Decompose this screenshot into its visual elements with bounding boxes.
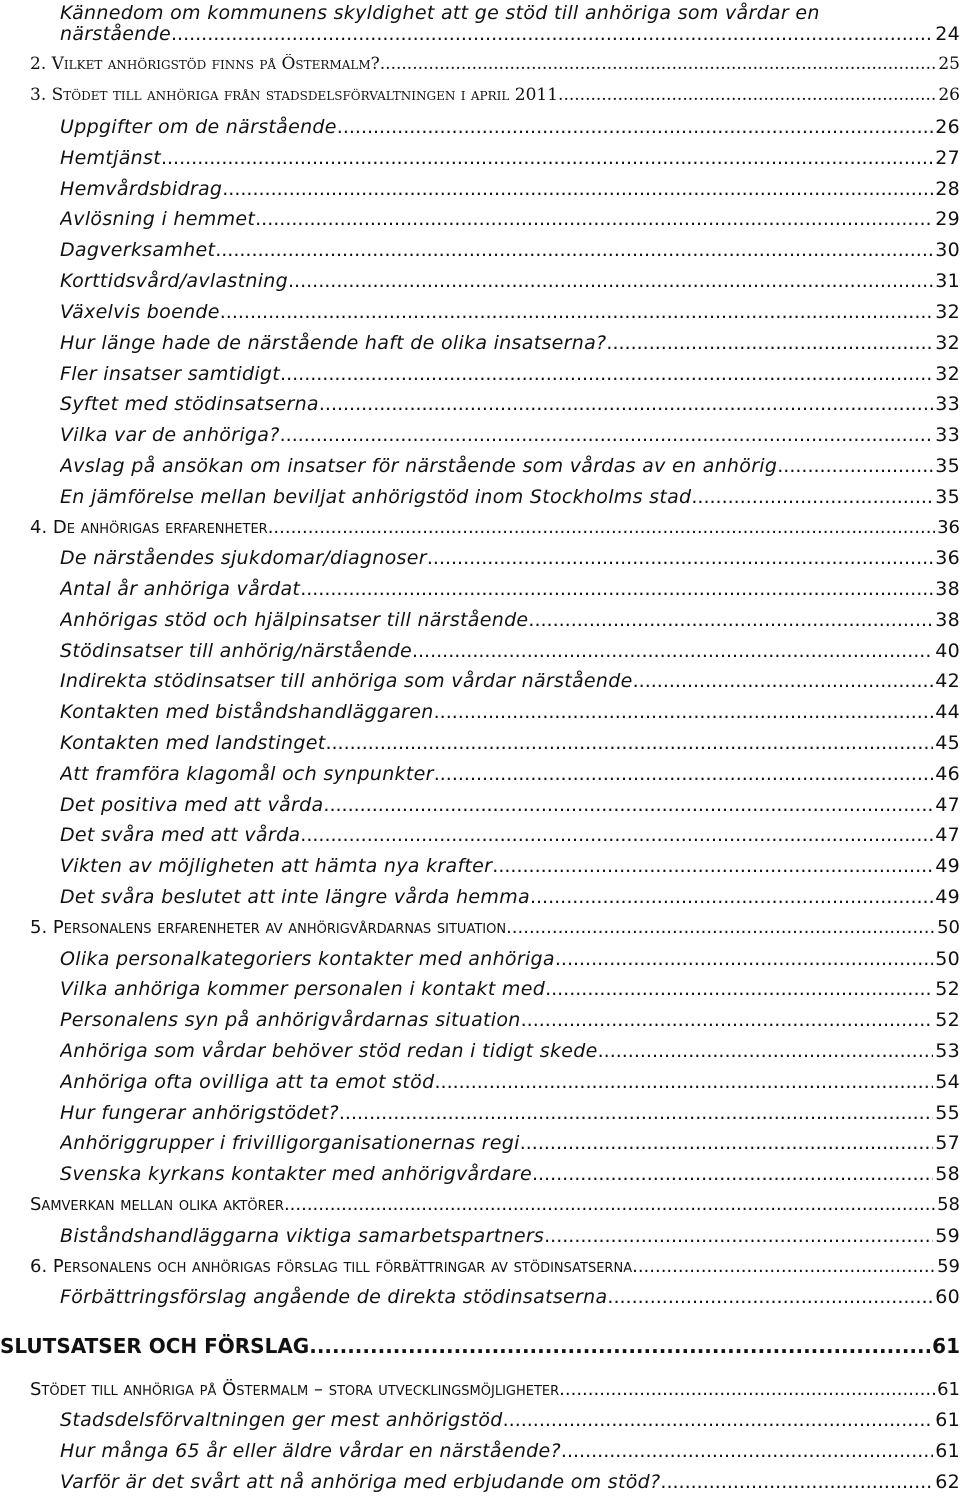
toc-leader-dots (319, 393, 933, 415)
toc-page-number: 58 (935, 1163, 960, 1185)
toc-page-number: 49 (935, 855, 960, 877)
toc-leader-dots (161, 147, 933, 169)
toc-leader-dots (632, 1256, 935, 1277)
toc-entry-line (30, 917, 960, 938)
toc-leader-dots (506, 917, 935, 938)
toc-entry-line (60, 978, 960, 1000)
toc-leader-dots (530, 886, 933, 908)
toc-page-number: 60 (935, 1286, 960, 1308)
toc-leader-dots (300, 824, 933, 846)
toc-page-number: 38 (935, 578, 960, 600)
toc-leader-dots (691, 486, 933, 508)
toc-page-number: 35 (935, 455, 960, 477)
toc-entry-line (60, 1163, 960, 1185)
toc-entry[interactable] (0, 670, 960, 700)
toc-entry-label: 2. Vilket anhörigstöd finns på Östermalm? (30, 54, 380, 74)
toc-entry-line (60, 455, 960, 477)
toc-entry-label: Det svåra beslutet att inte längre vårda hemma (60, 886, 530, 908)
toc-leader-dots (171, 23, 933, 45)
toc-entry[interactable] (0, 855, 960, 885)
toc-leader-dots (607, 1286, 933, 1308)
toc-page-number: 33 (935, 424, 960, 446)
toc-entry[interactable] (0, 1379, 960, 1409)
toc-page-number: 28 (935, 178, 960, 200)
toc-leader-dots (521, 1009, 934, 1031)
toc-entry[interactable] (0, 54, 960, 84)
toc-leader-dots (545, 978, 933, 1000)
toc-entry-line (30, 54, 960, 74)
toc-entry-line (60, 1102, 960, 1124)
toc-entry-line (60, 1040, 960, 1062)
toc-page-number: 26 (938, 85, 960, 105)
toc-entry[interactable] (0, 1440, 960, 1470)
toc-page-number: 61 (935, 1440, 960, 1462)
toc-leader-dots (323, 794, 933, 816)
toc-entry-line (60, 1132, 960, 1154)
toc-page-number: 49 (935, 886, 960, 908)
toc-leader-dots (558, 85, 936, 105)
toc-page-number: 59 (935, 1225, 960, 1247)
toc-page-number: 32 (935, 332, 960, 354)
toc-page-number: 38 (935, 609, 960, 631)
toc-leader-dots (255, 208, 933, 230)
toc-leader-dots (434, 701, 934, 723)
toc-entry-label: Stadsdelsförvaltningen ger mest anhörigstöd (60, 1409, 503, 1431)
toc-entry-label: Vilka var de anhöriga? (60, 424, 280, 446)
toc-page-number: 27 (935, 147, 960, 169)
toc-entry[interactable] (0, 1132, 960, 1162)
toc-entry[interactable] (0, 1163, 960, 1193)
toc-entry-line (60, 332, 960, 354)
toc-entry-label: 5. Personalens erfarenheter av anhörigvårdarnas situation (30, 917, 507, 938)
toc-entry-label: närstående (60, 23, 171, 45)
toc-entry-label: Avslag på ansökan om insatser för närstående som vårdas av en anhörig (60, 455, 778, 477)
toc-leader-dots (222, 178, 933, 200)
toc-page-number: 50 (937, 917, 960, 938)
toc-leader-dots (492, 855, 933, 877)
toc-entry[interactable] (0, 1194, 960, 1224)
toc-entry[interactable] (0, 886, 960, 916)
toc-entry[interactable] (0, 178, 960, 208)
toc-entry-line (60, 393, 960, 415)
toc-page-number: 25 (938, 54, 960, 74)
toc-entry-line (0, 1334, 960, 1358)
toc-entry-label: Att framföra klagomål och synpunkter (60, 763, 434, 785)
toc-entry-label: Kontakten med biståndshandläggaren (60, 701, 434, 723)
toc-entry-label: Stödet till anhöriga på Östermalm – stora utvecklingsmöjligheter (30, 1379, 560, 1400)
toc-entry[interactable] (0, 270, 960, 300)
toc-page-number: 52 (935, 1009, 960, 1031)
toc-entry[interactable] (0, 116, 960, 146)
toc-entry-label: Kontakten med landstinget (60, 732, 326, 754)
toc-entry-line (60, 270, 960, 292)
toc-entry[interactable] (0, 917, 960, 947)
toc-leader-dots (268, 517, 935, 538)
toc-entry-label: Hur länge hade de närstående haft de olika insatserna? (60, 332, 607, 354)
toc-page-number: 40 (935, 640, 960, 662)
toc-entry[interactable] (0, 1334, 960, 1364)
toc-entry[interactable] (0, 1286, 960, 1316)
toc-leader-dots (559, 1379, 935, 1400)
toc-page-number: 53 (935, 1040, 960, 1062)
toc-entry-line (60, 301, 960, 323)
toc-entry[interactable] (0, 1102, 960, 1132)
toc-page-number: 58 (937, 1194, 960, 1215)
toc-page-number: 50 (935, 948, 960, 970)
toc-leader-dots (561, 1440, 933, 1462)
toc-entry[interactable] (0, 609, 960, 639)
toc-page-number: 52 (935, 978, 960, 1000)
toc-leader-dots (284, 1194, 935, 1215)
toc-entry-label: Indirekta stödinsatser till anhöriga som vårdar närstående (60, 670, 633, 692)
toc-leader-dots (598, 1040, 934, 1062)
toc-entry-line (60, 239, 960, 261)
toc-entry-label: Personalens syn på anhörigvårdarnas situation (60, 1009, 521, 1031)
toc-entry-line (60, 208, 960, 230)
toc-entry[interactable] (0, 978, 960, 1008)
toc-entry-line (60, 670, 960, 692)
toc-page-number: 54 (935, 1071, 960, 1093)
toc-entry[interactable] (0, 794, 960, 824)
toc-page-number: 61 (932, 1334, 960, 1358)
toc-leader-dots (215, 239, 933, 261)
toc-entry-line (60, 1009, 960, 1031)
toc-entry-label: SLUTSATSER OCH FÖRSLAG (0, 1334, 310, 1358)
toc-entry-line (60, 1225, 960, 1247)
toc-entry-label: Varför är det svårt att nå anhöriga med erbjudande om stöd? (60, 1471, 661, 1493)
toc-page-number: 36 (937, 517, 960, 538)
toc-entry-line (60, 147, 960, 169)
toc-entry-line (60, 948, 960, 970)
toc-entry-label: Vikten av möjligheten att hämta nya krafter (60, 855, 493, 877)
toc-leader-dots (427, 547, 933, 569)
toc-entry-label: Hur många 65 år eller äldre vårdar en närstående? (60, 1440, 561, 1462)
toc-leader-dots (503, 1409, 934, 1431)
toc-entry-label: Uppgifter om de närstående (60, 116, 337, 138)
toc-leader-dots (606, 332, 933, 354)
toc-entry-label: Vilka anhöriga kommer personalen i kontakt med (60, 978, 546, 1000)
toc-entry-label: Samverkan mellan olika aktörer (30, 1194, 284, 1215)
toc-entry[interactable] (0, 701, 960, 731)
toc-page-number: 47 (935, 794, 960, 816)
toc-leader-dots (280, 363, 933, 385)
toc-lead-line: Kännedom om kommunens skyldighet att ge stöd till anhöriga som vårdar en (60, 2, 820, 24)
toc-entry-line (60, 609, 960, 631)
toc-page-number: 35 (935, 486, 960, 508)
toc-entry-line (60, 578, 960, 600)
toc-entry-label: Anhöriggrupper i frivilligorganisationernas regi (60, 1132, 520, 1154)
toc-entry-label: De närståendes sjukdomar/diagnoser (60, 547, 427, 569)
toc-entry-line (60, 486, 960, 508)
toc-page-number: 57 (935, 1132, 960, 1154)
toc-leader-dots (633, 670, 934, 692)
toc-entry[interactable] (0, 393, 960, 423)
toc-entry-label: Det positiva med att vårda (60, 794, 324, 816)
toc-leader-dots (325, 732, 933, 754)
toc-entry[interactable] (0, 640, 960, 670)
toc-leader-dots (528, 609, 933, 631)
toc-entry[interactable] (0, 85, 960, 115)
toc-entry-line (60, 424, 960, 446)
toc-entry-line (30, 1256, 960, 1277)
toc-page-number: 32 (935, 363, 960, 385)
toc-entry[interactable] (0, 363, 960, 393)
toc-entry-line (30, 85, 960, 105)
toc-entry[interactable] (0, 517, 960, 547)
toc-entry-label: Anhöriga ofta ovilliga att ta emot stöd (60, 1071, 435, 1093)
toc-page-number: 36 (935, 547, 960, 569)
toc-entry-label: Förbättringsförslag angående de direkta stödinsatserna (60, 1286, 608, 1308)
toc-leader-dots (339, 1102, 933, 1124)
toc-entry-line (60, 886, 960, 908)
toc-entry-line (30, 1194, 960, 1215)
toc-entry-label: Anhörigas stöd och hjälpinsatser till närstående (60, 609, 529, 631)
toc-entry-line (60, 363, 960, 385)
toc-page-number: 30 (935, 239, 960, 261)
toc-entry-line (60, 1409, 960, 1431)
toc-page-number: 61 (935, 1409, 960, 1431)
toc-entry-line (60, 23, 960, 45)
toc-leader-dots (555, 948, 933, 970)
toc-entry-line (60, 763, 960, 785)
toc-entry-label: Dagverksamhet (60, 239, 216, 261)
toc-entry[interactable] (0, 1040, 960, 1070)
toc-entry[interactable] (0, 1225, 960, 1255)
toc-page-number: 33 (935, 393, 960, 415)
toc-page-number: 55 (935, 1102, 960, 1124)
toc-page-number: 24 (935, 23, 960, 45)
toc-entry-label: Hur fungerar anhörigstödet? (60, 1102, 339, 1124)
toc-entry-label: Syftet med stödinsatserna (60, 393, 319, 415)
toc-entry-label: Det svåra med att vårda (60, 824, 301, 846)
toc-entry-line (60, 1440, 960, 1462)
toc-entry-line (60, 824, 960, 846)
toc-page-number: 42 (935, 670, 960, 692)
toc-entry[interactable] (0, 301, 960, 331)
toc-entry-label: Stödinsatser till anhörig/närstående (60, 640, 412, 662)
toc-entry-label: 3. Stödet till anhöriga från stadsdelsförvaltningen i april 2011 (30, 85, 559, 105)
toc-leader-dots (309, 1334, 930, 1358)
toc-entry-line (60, 855, 960, 877)
toc-entry-label: 4. De anhörigas erfarenheter (30, 517, 268, 538)
toc-page-number: 45 (935, 732, 960, 754)
toc-entry[interactable] (0, 1071, 960, 1101)
toc-entry[interactable] (0, 763, 960, 793)
toc-entry-label: Svenska kyrkans kontakter med anhörigvårdare (60, 1163, 532, 1185)
toc-entry[interactable] (0, 239, 960, 269)
toc-entry[interactable] (0, 208, 960, 238)
toc-entry[interactable] (0, 824, 960, 854)
toc-entry-line (30, 1379, 960, 1400)
toc-leader-dots (434, 763, 934, 785)
toc-entry[interactable] (0, 1009, 960, 1039)
toc-page-number: 62 (935, 1471, 960, 1493)
toc-leader-dots (544, 1225, 933, 1247)
toc-entry-line (60, 1286, 960, 1308)
toc-leader-dots (412, 640, 933, 662)
toc-entry[interactable] (0, 948, 960, 978)
toc-entry-label: Anhöriga som vårdar behöver stöd redan i tidigt skede (60, 1040, 598, 1062)
toc-entry-label: Fler insatser samtidigt (60, 363, 281, 385)
toc-entry-label: Hemvårdsbidrag (60, 178, 223, 200)
toc-entry[interactable] (0, 1409, 960, 1439)
toc-entry[interactable] (0, 732, 960, 762)
toc-leader-dots (777, 455, 933, 477)
toc-page-number: 46 (935, 763, 960, 785)
toc-page-number: 32 (935, 301, 960, 323)
toc-entry-line (60, 1071, 960, 1093)
toc-page-number: 44 (935, 701, 960, 723)
toc-entry-label: Växelvis boende (60, 301, 220, 323)
toc-page-number: 31 (935, 270, 960, 292)
toc-leader-dots (532, 1163, 933, 1185)
toc-entry-label: Antal år anhöriga vårdat (60, 578, 301, 600)
toc-entry[interactable] (0, 1256, 960, 1286)
toc-entry-line (60, 116, 960, 138)
toc-entry-label: Biståndshandläggarna viktiga samarbetspartners (60, 1225, 545, 1247)
toc-leader-dots (288, 270, 933, 292)
toc-page-number: 47 (935, 824, 960, 846)
toc-page-number: 26 (935, 116, 960, 138)
toc-entry[interactable] (0, 486, 960, 516)
toc-entry-line (60, 701, 960, 723)
toc-entry-label: Avlösning i hemmet (60, 208, 256, 230)
toc-entry[interactable] (0, 147, 960, 177)
toc-page-number: 59 (937, 1256, 960, 1277)
toc-entry-line (60, 732, 960, 754)
toc-entry-label: Korttidsvård/avlastning (60, 270, 288, 292)
toc-leader-dots (337, 116, 933, 138)
toc-leader-dots (300, 578, 933, 600)
toc-leader-dots (220, 301, 933, 323)
toc-entry-label: Olika personalkategoriers kontakter med anhöriga (60, 948, 555, 970)
toc-entry[interactable] (0, 455, 960, 485)
toc-entry-label: En jämförelse mellan beviljat anhörigstöd inom Stockholms stad (60, 486, 692, 508)
toc-entry-line (60, 640, 960, 662)
toc-leader-dots (660, 1471, 933, 1493)
toc-entry[interactable] (0, 578, 960, 608)
toc-leader-dots (520, 1132, 934, 1154)
toc-entry-label: 6. Personalens och anhörigas förslag till förbättringar av stödinsatserna (30, 1256, 633, 1277)
toc-entry-line (60, 794, 960, 816)
toc-entry[interactable] (0, 424, 960, 454)
toc-page-number: 61 (937, 1379, 960, 1400)
toc-entry[interactable] (0, 332, 960, 362)
toc-entry-line (60, 178, 960, 200)
toc-entry[interactable] (0, 23, 960, 53)
toc-leader-dots (434, 1071, 933, 1093)
toc-entry[interactable] (0, 1471, 960, 1501)
toc-leader-dots (380, 54, 937, 74)
toc-leader-dots (280, 424, 934, 446)
toc-entry-line (60, 547, 960, 569)
toc-entry[interactable] (0, 547, 960, 577)
toc-entry-line (60, 1471, 960, 1493)
toc-entry-label: Hemtjänst (60, 147, 161, 169)
toc-entry-line (30, 517, 960, 538)
toc-page-number: 29 (935, 208, 960, 230)
